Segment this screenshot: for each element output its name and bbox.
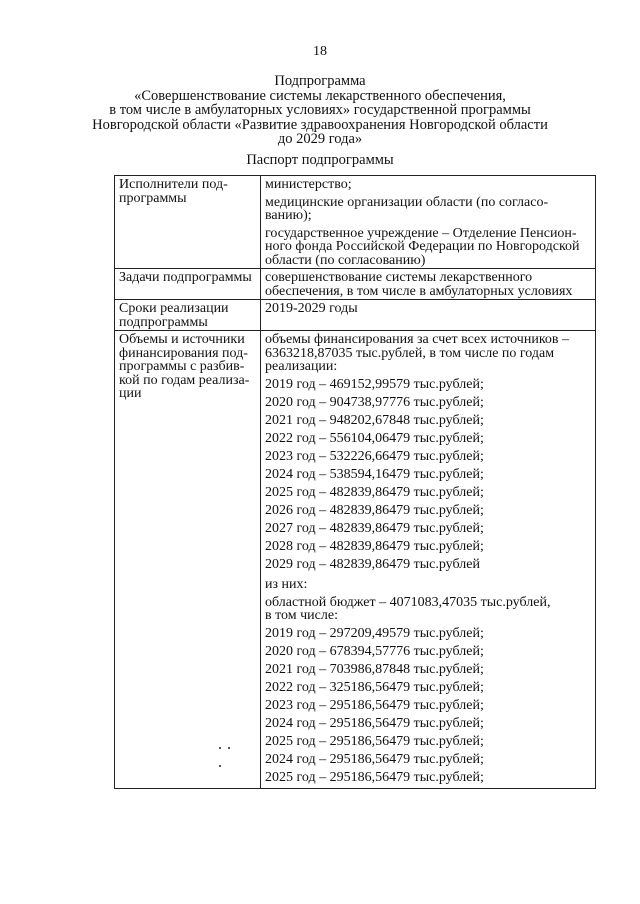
value-line: объемы финансирования за счет всех источников – bbox=[265, 332, 570, 347]
page-number: 18 bbox=[313, 44, 327, 59]
executors-row bbox=[115, 176, 596, 269]
financing-label bbox=[115, 331, 261, 789]
value-line: 2019-2029 годы bbox=[265, 301, 358, 316]
value-line: области (по согласованию) bbox=[265, 252, 426, 268]
year-amount: 2023 год – 295186,56479 тыс.рублей; bbox=[265, 697, 484, 713]
year-amount: 2027 год – 482839,86479 тыс.рублей; bbox=[265, 520, 484, 536]
heading-line: «Совершенствование системы лекарственного обеспечения, bbox=[134, 87, 506, 104]
year-amount: 2022 год – 556104,06479 тыс.рублей; bbox=[265, 430, 484, 446]
subprogram-heading bbox=[0, 74, 640, 147]
label-line: Задачи подпрограммы bbox=[119, 270, 252, 285]
value-line: реализации: bbox=[265, 359, 338, 374]
value-line: обеспечения, в том числе в амбулаторных условиях bbox=[265, 283, 573, 299]
executors-label bbox=[115, 176, 261, 269]
financing-intro bbox=[265, 333, 591, 374]
year-amount: 2025 год – 482839,86479 тыс.рублей; bbox=[265, 484, 484, 500]
executor-pension-fund bbox=[265, 227, 591, 268]
label-line: Объемы и источники bbox=[119, 332, 245, 347]
tasks-value bbox=[261, 269, 596, 300]
heading-line: в том числе в амбулаторных условиях» государственной программы bbox=[109, 102, 531, 118]
year-amount: 2024 год – 295186,56479 тыс.рублей; bbox=[265, 751, 484, 767]
value-line: государственное учреждение – Отделение Пенсион- bbox=[265, 225, 577, 241]
year-amount: 2025 год – 295186,56479 тыс.рублей; bbox=[265, 769, 484, 785]
financing-row bbox=[115, 331, 596, 789]
label-line: программы с разбив- bbox=[119, 359, 245, 374]
executor-medical-orgs bbox=[265, 196, 591, 223]
label-line: ции bbox=[119, 386, 142, 401]
tasks-label bbox=[115, 269, 261, 300]
year-amount: 2024 год – 538594,16479 тыс.рублей; bbox=[265, 466, 484, 482]
terms-value bbox=[261, 300, 596, 331]
financing-value bbox=[261, 331, 596, 789]
value-line: ного фонда Российской Федерации по Новгородской bbox=[265, 239, 580, 254]
value-line: областной бюджет – 4071083,47035 тыс.рублей, bbox=[265, 594, 551, 610]
passport-title: Паспорт подпрограммы bbox=[246, 152, 394, 168]
year-amount: 2019 год – 297209,49579 тыс.рублей; bbox=[265, 625, 484, 641]
year-amount: 2021 год – 703986,87848 тыс.рублей; bbox=[265, 661, 484, 677]
label-line: кой по годам реализа- bbox=[119, 372, 250, 388]
heading-line: Подпрограмма bbox=[274, 73, 366, 89]
tasks-row bbox=[115, 269, 596, 300]
label-line: Сроки реализации bbox=[119, 301, 229, 316]
total-by-year-list bbox=[265, 376, 591, 574]
year-amount: 2021 год – 948202,67848 тыс.рублей; bbox=[265, 412, 484, 428]
year-amount: 2024 год – 295186,56479 тыс.рублей; bbox=[265, 715, 484, 731]
label-line: подпрограммы bbox=[119, 314, 208, 330]
year-amount: 2022 год – 325186,56479 тыс.рублей; bbox=[265, 679, 484, 695]
year-amount: 2019 год – 469152,99579 тыс.рублей; bbox=[265, 376, 484, 392]
year-amount: 2028 год – 482839,86479 тыс.рублей; bbox=[265, 538, 484, 554]
label-line: Исполнители под- bbox=[119, 177, 228, 192]
of-them-label: из них: bbox=[265, 576, 308, 592]
regional-by-year-list bbox=[265, 625, 591, 787]
year-amount: 2020 год – 678394,57776 тыс.рублей; bbox=[265, 643, 484, 659]
year-amount: 2026 год – 482839,86479 тыс.рублей; bbox=[265, 502, 484, 518]
passport-table bbox=[114, 175, 596, 789]
year-amount: 2025 год – 295186,56479 тыс.рублей; bbox=[265, 733, 484, 749]
value-line: 6363218,87035 тыс.рублей, в том числе по годам bbox=[265, 345, 555, 361]
terms-label bbox=[115, 300, 261, 331]
label-line: финансирования под- bbox=[119, 345, 248, 361]
year-amount: 2029 год – 482839,86479 тыс.рублей bbox=[265, 556, 480, 572]
label-line: программы bbox=[119, 190, 187, 206]
heading-line: Новгородской области «Развитие здравоохранения Новгородской области bbox=[92, 116, 548, 133]
scan-speck bbox=[219, 736, 241, 739]
value-line: совершенствование системы лекарственного bbox=[265, 270, 533, 285]
value-line: медицинские организации области (по согласо- bbox=[265, 194, 549, 210]
terms-row bbox=[115, 300, 596, 331]
year-amount: 2023 год – 532226,66479 тыс.рублей; bbox=[265, 448, 484, 464]
regional-budget-intro bbox=[265, 596, 591, 623]
year-amount: 2020 год – 904738,97776 тыс.рублей; bbox=[265, 394, 484, 410]
executor-ministry bbox=[265, 178, 591, 192]
heading-line: до 2029 года» bbox=[277, 131, 363, 147]
value-line: в том числе: bbox=[265, 608, 338, 623]
executors-value bbox=[261, 176, 596, 269]
value-line: министерство; bbox=[265, 177, 352, 192]
value-line: ванию); bbox=[265, 208, 312, 223]
